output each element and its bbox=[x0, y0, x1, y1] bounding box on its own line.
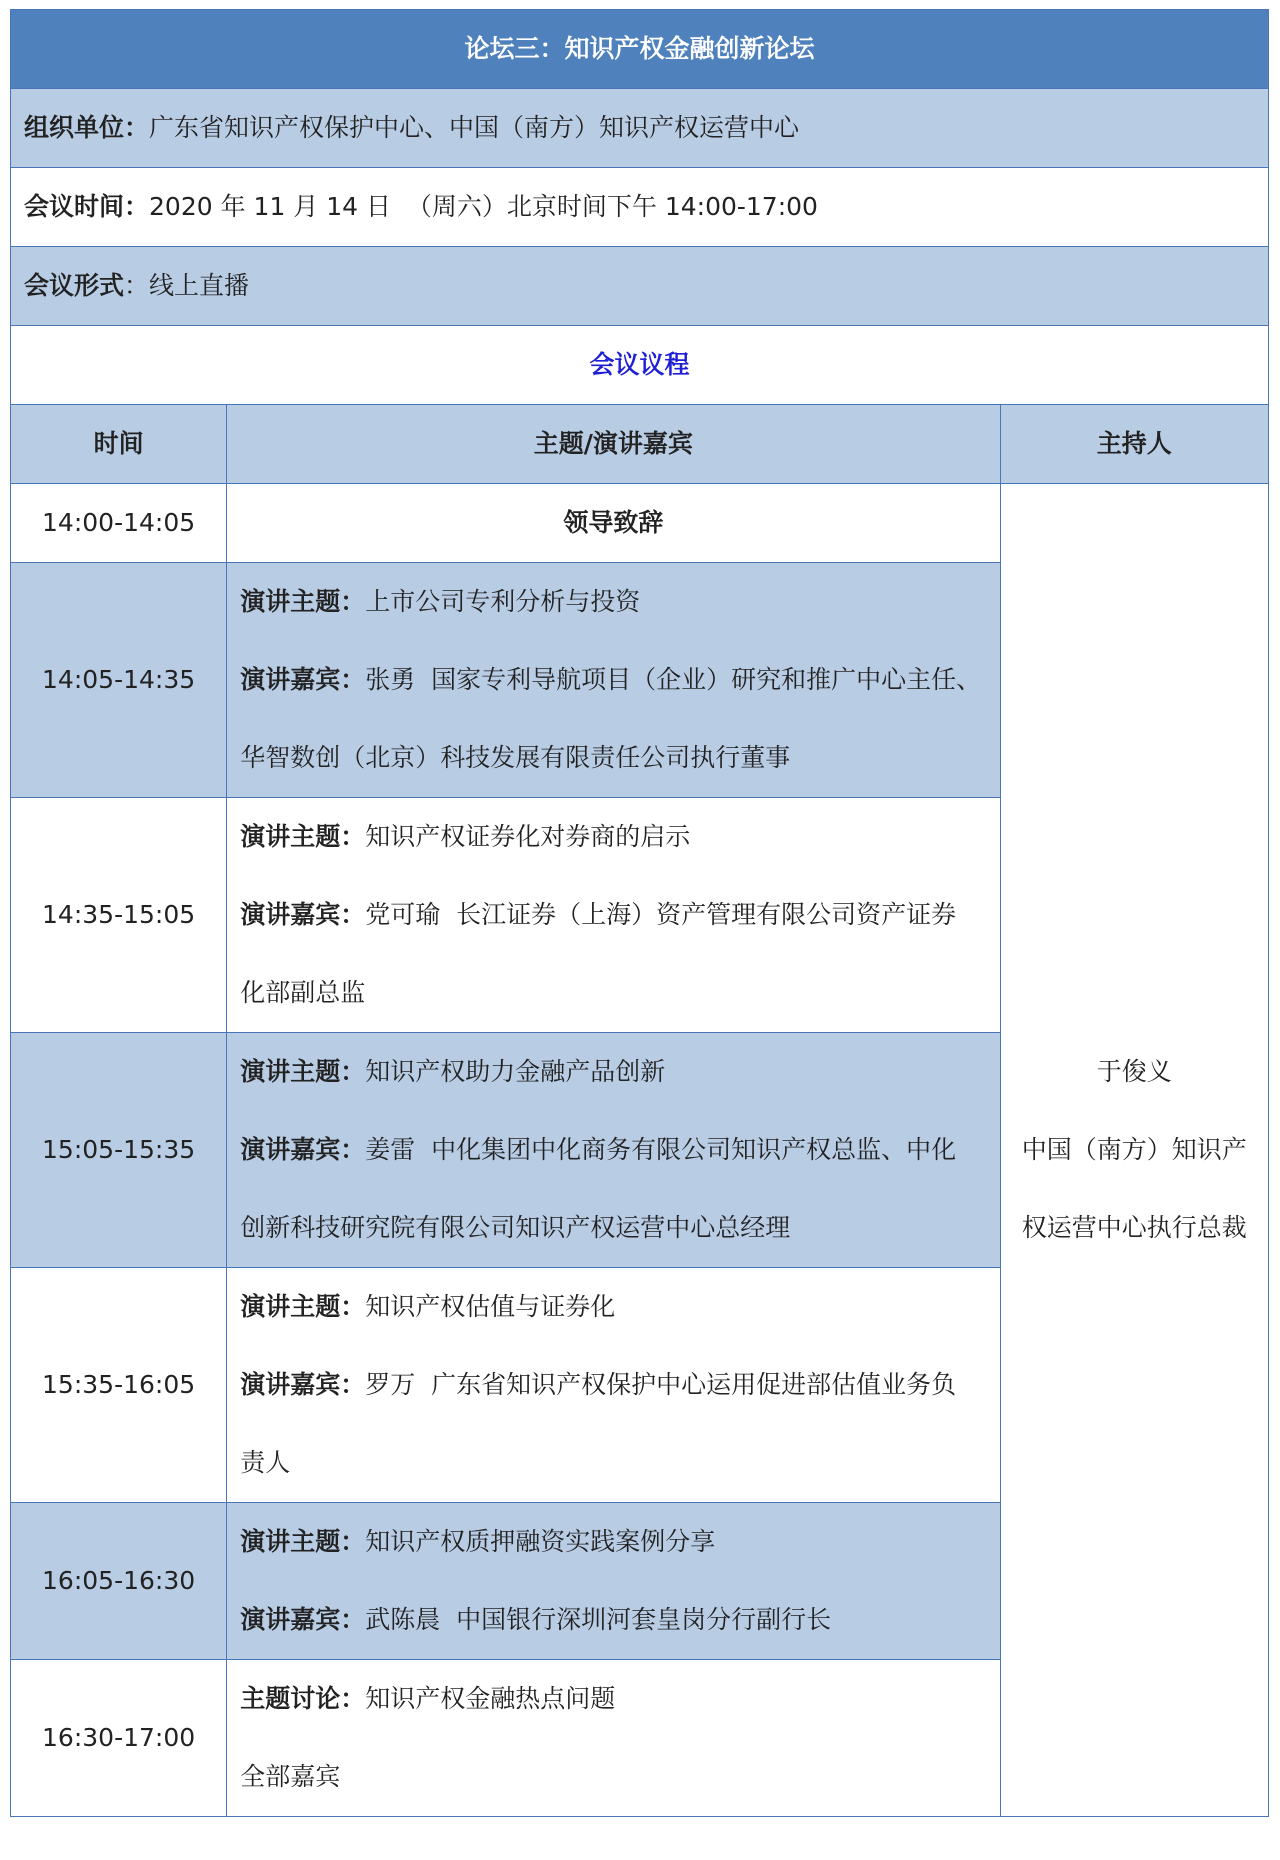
topic-label: 演讲主题： bbox=[240, 822, 366, 851]
speaker-label: 演讲嘉宾： bbox=[240, 1605, 366, 1634]
topic-label: 主题讨论： bbox=[240, 1684, 366, 1713]
agenda-title: 会议议程 bbox=[11, 326, 1269, 405]
row-time: 16:05-16:30 bbox=[11, 1503, 227, 1660]
host-name: 于俊义 bbox=[1096, 1057, 1172, 1086]
speaker-text-cont: 华智数创（北京）科技发展有限责任公司执行董事 bbox=[240, 743, 791, 772]
organizer-value: 广东省知识产权保护中心、中国（南方）知识产权运营中心 bbox=[149, 113, 800, 142]
speaker-text-cont: 化部副总监 bbox=[240, 978, 366, 1007]
topic-label: 演讲主题： bbox=[240, 587, 366, 616]
speaker-text: 罗万 广东省知识产权保护中心运用促进部估值业务负 bbox=[365, 1370, 957, 1399]
meeting-format-value: 线上直播 bbox=[149, 271, 250, 300]
row-time: 14:05-14:35 bbox=[11, 563, 227, 798]
header-topic: 主题/演讲嘉宾 bbox=[227, 405, 1000, 484]
speaker-label: 演讲嘉宾： bbox=[240, 1370, 366, 1399]
forum-table bbox=[10, 9, 1269, 1817]
meeting-time-row bbox=[11, 168, 1269, 247]
topic-text: 知识产权质押融资实践案例分享 bbox=[365, 1527, 716, 1556]
row-topic: 领导致辞 bbox=[227, 484, 1000, 563]
meeting-format-sep: ： bbox=[124, 271, 150, 300]
organizer-label: 组织单位： bbox=[24, 113, 150, 142]
header-row bbox=[11, 405, 1269, 484]
row-topic bbox=[227, 798, 1000, 1033]
topic-text: 知识产权助力金融产品创新 bbox=[365, 1057, 666, 1086]
agenda-title-row bbox=[11, 326, 1269, 405]
topic-label: 演讲主题： bbox=[240, 1527, 366, 1556]
row-topic bbox=[227, 1503, 1000, 1660]
organizer-cell bbox=[11, 89, 1269, 168]
title-row bbox=[11, 10, 1269, 89]
topic-text: 知识产权金融热点问题 bbox=[365, 1684, 616, 1713]
row-time: 15:35-16:05 bbox=[11, 1268, 227, 1503]
topic-label: 演讲主题： bbox=[240, 1057, 366, 1086]
row-time: 16:30-17:00 bbox=[11, 1660, 227, 1817]
host-cell bbox=[1000, 484, 1269, 1817]
speaker-label: 演讲嘉宾： bbox=[240, 665, 366, 694]
agenda-document bbox=[10, 9, 1269, 1817]
speaker-text: 全部嘉宾 bbox=[240, 1762, 341, 1791]
speaker-text-cont: 责人 bbox=[240, 1448, 291, 1477]
speaker-text-cont: 创新科技研究院有限公司知识产权运营中心总经理 bbox=[240, 1213, 791, 1242]
meeting-time-value: 2020 年 11 月 14 日 （周六）北京时间下午 14:00-17:00 bbox=[149, 192, 818, 221]
row-time: 14:00-14:05 bbox=[11, 484, 227, 563]
meeting-time-label: 会议时间： bbox=[24, 192, 150, 221]
topic-text: 上市公司专利分析与投资 bbox=[365, 587, 641, 616]
row-topic bbox=[227, 563, 1000, 798]
row-topic bbox=[227, 1660, 1000, 1817]
row-topic bbox=[227, 1033, 1000, 1268]
header-time: 时间 bbox=[11, 405, 227, 484]
table-row bbox=[11, 484, 1269, 563]
speaker-label: 演讲嘉宾： bbox=[240, 1135, 366, 1164]
meeting-time-cell bbox=[11, 168, 1269, 247]
row-time: 14:35-15:05 bbox=[11, 798, 227, 1033]
row-topic bbox=[227, 1268, 1000, 1503]
topic-text: 知识产权估值与证券化 bbox=[365, 1292, 616, 1321]
speaker-text: 党可瑜 长江证券（上海）资产管理有限公司资产证券 bbox=[365, 900, 957, 929]
speaker-text: 姜雷 中化集团中化商务有限公司知识产权总监、中化 bbox=[365, 1135, 957, 1164]
header-host: 主持人 bbox=[1000, 405, 1269, 484]
meeting-format-row bbox=[11, 247, 1269, 326]
topic-label: 演讲主题： bbox=[240, 1292, 366, 1321]
speaker-text: 张勇 国家专利导航项目（企业）研究和推广中心主任、 bbox=[365, 665, 982, 694]
meeting-format-label: 会议形式 bbox=[24, 271, 125, 300]
host-title-line2: 权运营中心执行总裁 bbox=[1021, 1213, 1247, 1242]
host-title-line1: 中国（南方）知识产 bbox=[1021, 1135, 1247, 1164]
forum-title: 论坛三：知识产权金融创新论坛 bbox=[11, 10, 1269, 89]
row-time: 15:05-15:35 bbox=[11, 1033, 227, 1268]
topic-text: 知识产权证券化对券商的启示 bbox=[365, 822, 691, 851]
meeting-format-cell bbox=[11, 247, 1269, 326]
speaker-label: 演讲嘉宾： bbox=[240, 900, 366, 929]
organizer-row bbox=[11, 89, 1269, 168]
speaker-text: 武陈晨 中国银行深圳河套皇岗分行副行长 bbox=[365, 1605, 832, 1634]
